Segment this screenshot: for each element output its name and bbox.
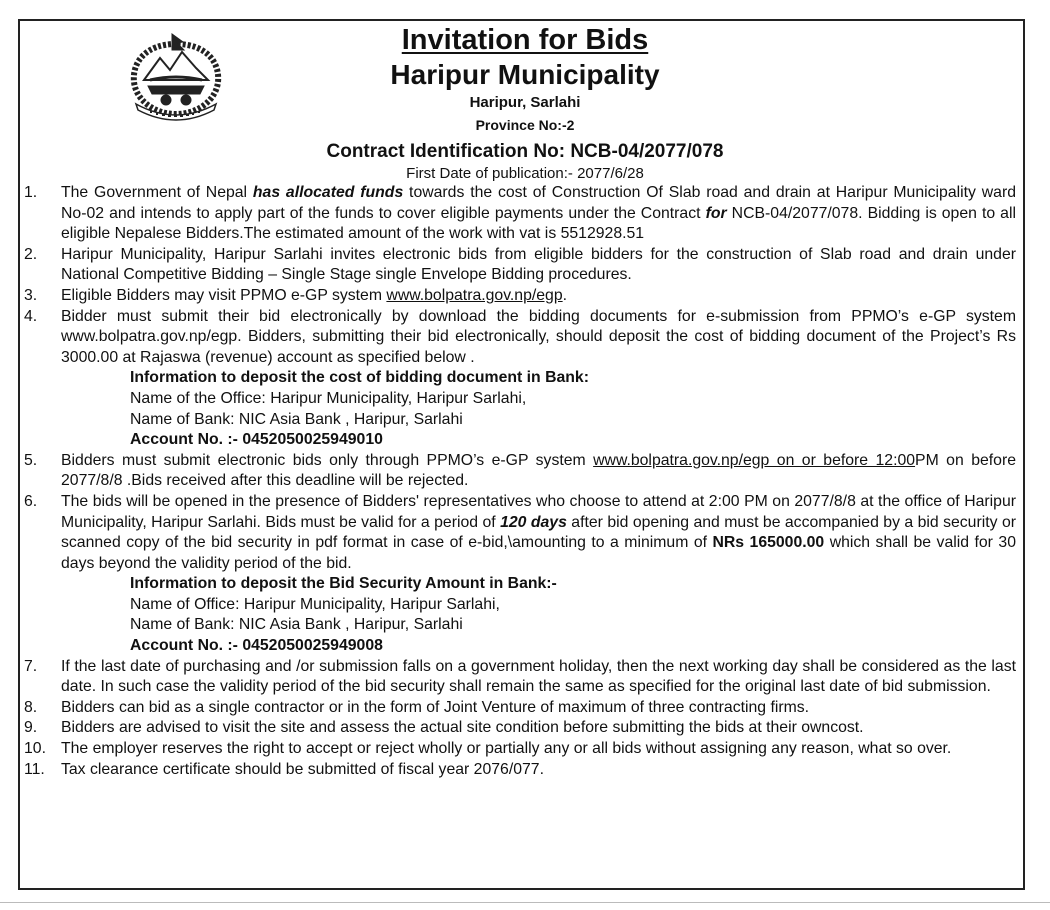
list-item xyxy=(24,245,1016,286)
list-item xyxy=(24,307,1016,369)
emphasis-text: has allocated funds xyxy=(252,184,404,201)
list-item xyxy=(24,739,1016,760)
item-text: Bidders are advised to visit the site and assess the actual site condition before submitting the bids at their owncost. xyxy=(61,719,864,737)
account-number: Account No. :- 0452050025949008 xyxy=(130,637,383,655)
item-text: Eligible Bidders may visit PPMO e-GP system www.bolpatra.gov.np/egp. xyxy=(61,286,568,304)
contract-identification: Contract Identification No: NCB-04/2077/078 xyxy=(326,141,724,162)
bank-info-block xyxy=(24,368,1016,450)
notice-body xyxy=(24,183,1016,780)
list-item xyxy=(24,760,1016,781)
emphasis-text: 120 days xyxy=(500,513,567,531)
bank-info-block xyxy=(24,574,1016,656)
text-run: NCB-04/2077/078. Bidding is open to all eligible Nepalese Bidders.The estimated amount of the work with vat is 5512928.51 xyxy=(61,204,1016,243)
account-number: Account No. :- 0452050025949010 xyxy=(130,431,383,449)
bank-info-heading: Information to deposit the cost of bidding document in Bank: xyxy=(130,369,589,387)
item-text: The employer reserves the right to accept or reject wholly or partially any or all bids without assigning any reason, what so over. xyxy=(61,740,952,758)
item-text: Bidder must submit their bid electronically by download the bidding documents for e-submission from PPMO’s e-GP system www.bolpatra.gov.np/egp. Bidders, submitting their bid electronically, should deposit the cost of bidding document of the Project’s Rs 3000.00 at Rajaswa (revenue) account as specified below . xyxy=(61,307,1016,366)
bid-security-amount: NRs 165000.00 xyxy=(712,534,825,552)
text-run: The Government of Nepal xyxy=(61,184,253,201)
item-number: 2. xyxy=(24,245,38,263)
list-item xyxy=(24,286,1016,307)
list-item xyxy=(24,451,1016,492)
office-name: Name of the Office: Haripur Municipality, Haripur Sarlahi, xyxy=(130,389,527,407)
item-text: Haripur Municipality, Haripur Sarlahi invites electronic bids from eligible bidders for the construction of Slab road and drain under National Competitive Bidding – Single Stage single Envelope Bidding procedures. xyxy=(61,245,1016,284)
item-number: 4. xyxy=(24,307,38,325)
item-number: 8. xyxy=(24,698,38,716)
bank-name: Name of Bank: NIC Asia Bank , Haripur, Sarlahi xyxy=(130,410,463,428)
item-number: 3. xyxy=(24,286,38,304)
text-run: PM on before 2077/8/8 .Bids received after this deadline will be rejected. xyxy=(61,451,1016,490)
organization-location: Haripur, Sarlahi xyxy=(469,94,581,111)
text-run: Eligible Bidders may visit PPMO e-GP system xyxy=(61,286,387,304)
text-run: towards the cost of Construction Of Slab road and drain at Haripur Municipality ward No-02 and intends to apply part of the funds to cover eligible payments under the Contract xyxy=(61,184,1016,222)
item-number: 10. xyxy=(24,740,46,758)
list-item xyxy=(24,657,1016,698)
organization-name: Haripur Municipality xyxy=(390,59,660,90)
item-text: If the last date of purchasing and /or submission falls on a government holiday, then the next working day shall be considered as the last date. In such case the validity period of the bid security shall remain the same as specified for the original last date of bid submission. xyxy=(61,657,1016,696)
item-text xyxy=(61,492,1016,574)
item-number: 6. xyxy=(24,492,38,510)
text-run: after bid opening and must be accompanied by a bid security or scanned copy of the bid security in pdf format in case of e-bid,\amounting to a minimum of xyxy=(61,513,1016,552)
item-number: 7. xyxy=(24,657,38,675)
notice-title: Invitation for Bids xyxy=(401,24,649,56)
list-item xyxy=(24,492,1016,574)
item-number: 1. xyxy=(24,184,38,201)
province-label: Province No:-2 xyxy=(475,117,575,133)
list-item xyxy=(24,698,1016,719)
list-item xyxy=(24,718,1016,739)
divider xyxy=(0,902,1050,903)
office-name: Name of Office: Haripur Municipality, Haripur Sarlahi, xyxy=(130,595,500,613)
item-number: 5. xyxy=(24,451,38,469)
item-text xyxy=(61,183,1016,245)
list-item xyxy=(24,183,1016,245)
bank-info-heading: Information to deposit the Bid Security Amount in Bank:- xyxy=(130,575,557,593)
text-run: which shall be valid for 30 days beyond the validity period of the bid. xyxy=(61,534,1016,572)
item-text: Bidders can bid as a single contractor or in the form of Joint Venture of maximum of three contracting firms. xyxy=(61,698,810,716)
item-text: Tax clearance certificate should be submitted of fiscal year 2076/077. xyxy=(61,760,544,778)
text-run: The bids will be opened in the presence of Bidders' representatives who choose to attend at 2:00 PM on 2077/8/8 at the office of Haripur Municipality, Haripur Sarlahi. Bids must be valid for a period of xyxy=(61,492,1016,531)
item-number: 9. xyxy=(24,719,38,737)
bolpatra-link[interactable]: www.bolpatra.gov.np/egp xyxy=(386,286,563,304)
bolpatra-link[interactable]: www.bolpatra.gov.np/egp on or before 12:00 xyxy=(593,451,916,469)
publication-date: First Date of publication:- 2077/6/28 xyxy=(406,165,644,182)
item-text xyxy=(61,451,1016,492)
text-run: Bidders must submit electronic bids only through PPMO’s e-GP system xyxy=(61,451,594,469)
bank-name: Name of Bank: NIC Asia Bank , Haripur, Sarlahi xyxy=(130,616,463,634)
item-number: 11. xyxy=(24,760,45,778)
emphasis-text: for xyxy=(705,204,727,222)
